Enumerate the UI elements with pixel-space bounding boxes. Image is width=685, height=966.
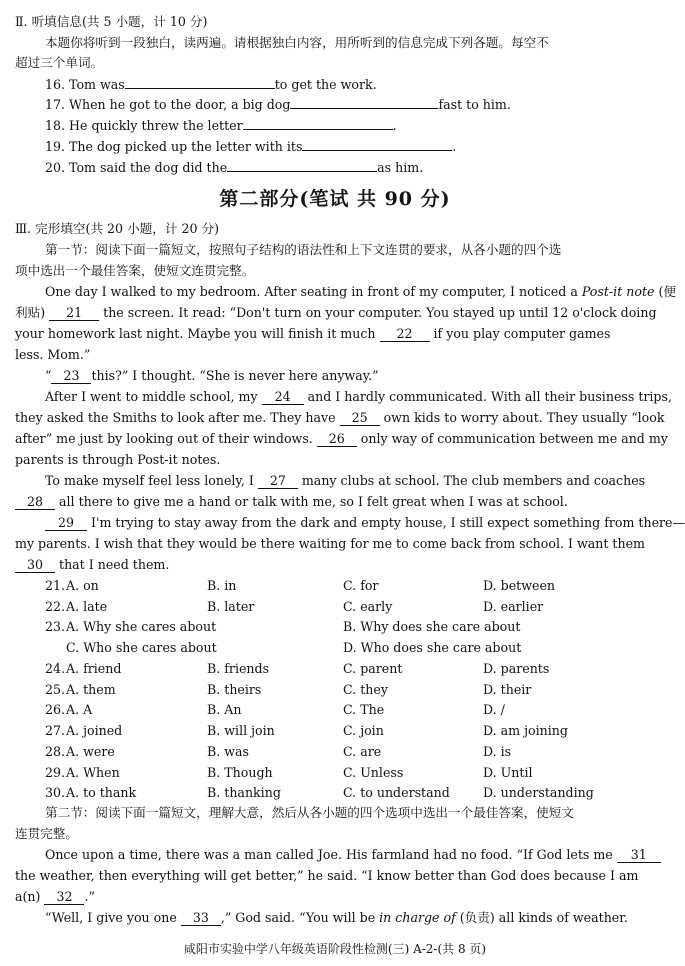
option-a[interactable]: A. friend (66, 661, 122, 676)
cloze-blank-25[interactable]: 25 (340, 410, 380, 426)
question-17-text: 17. When he got to the door, a big dog (45, 97, 291, 112)
passage-line (45, 282, 676, 302)
passage-line (45, 387, 672, 407)
cloze-blank-23[interactable]: 23 (51, 368, 91, 384)
cloze-blank-29[interactable]: 29 (45, 515, 87, 531)
option-b[interactable]: B. in (207, 578, 237, 593)
question-18-text: 18. He quickly threw the letter (45, 118, 243, 133)
option-d[interactable]: D. parents (483, 661, 550, 676)
option-d[interactable]: D. their (483, 682, 532, 697)
option-number: 23. (45, 619, 66, 634)
section-3-part-1-instruction-1: 第一节：阅读下面一篇短文，按照句子结构的语法性和上下文连贯的要求，从各小题的四个选 (45, 242, 562, 257)
passage-line: parents is through Post-it notes. (15, 452, 221, 467)
option-number: 26. (45, 702, 66, 717)
question-18 (45, 116, 397, 136)
passage-text: (便 (654, 284, 676, 299)
question-19-end: . (452, 139, 457, 154)
option-b[interactable]: B. was (207, 744, 250, 759)
section-3-part-2-instruction-1: 第二节：阅读下面一篇短文，理解大意，然后从各小题的四个选项中选出一个最佳答案，使短文 (45, 805, 574, 820)
passage-text: (负责) all kinds of weather. (455, 910, 628, 925)
question-18-end: . (392, 118, 397, 133)
passage-text: the screen. It read: “Don't turn on your computer. You stayed up until 12 o'clock doing (99, 305, 657, 320)
cloze-blank-28[interactable]: 28 (15, 494, 55, 510)
answer-blank-20[interactable] (227, 159, 377, 172)
option-c[interactable]: C. join (343, 723, 384, 738)
option-a[interactable]: A. A (66, 702, 93, 717)
answer-blank-19[interactable] (302, 138, 452, 151)
section-3-heading: Ⅲ. 完形填空(共 20 小题，计 20 分) (15, 221, 219, 236)
option-a[interactable]: A. When (66, 765, 120, 780)
passage-text: Once upon a time, there was a man called Joe. His farmland had no food. “If God lets me (45, 847, 613, 862)
question-19-text: 19. The dog picked up the letter with its (45, 139, 303, 154)
passage-line (15, 408, 664, 428)
option-a[interactable]: A. them (66, 682, 116, 697)
option-number: 21. (45, 578, 66, 593)
passage-text: ,” God said. “You will be (220, 910, 380, 925)
passage-italic: in charge of (379, 910, 456, 925)
passage-line (15, 555, 169, 575)
question-16-end: to get the work. (274, 77, 377, 92)
option-d[interactable]: D. am joining (483, 723, 568, 738)
option-d[interactable]: D. between (483, 578, 556, 593)
option-a[interactable]: A. were (66, 744, 115, 759)
cloze-blank-31[interactable]: 31 (617, 847, 661, 863)
passage-text: that I need them. (55, 557, 170, 572)
answer-blank-18[interactable] (243, 117, 393, 130)
passage-line (45, 513, 685, 533)
passage-text: “ (45, 368, 52, 383)
passage-line (45, 908, 628, 928)
option-b[interactable]: B. Why does she care about (343, 619, 521, 634)
question-19 (45, 137, 456, 157)
section-2-instruction-1: 本题你将听到一段独白，读两遍。请根据独白内容，用所听到的信息完成下列各题。每空不 (45, 35, 549, 50)
option-a[interactable]: A. to thank (66, 785, 137, 800)
option-c[interactable]: C. are (343, 744, 382, 759)
option-number: 25. (45, 682, 66, 697)
option-d[interactable]: D. Until (483, 765, 533, 780)
passage-text: I'm trying to stay away from the dark and empty house, I still expect something from there— (87, 515, 685, 530)
section-3-part-1-instruction-2: 项中选出一个最佳答案，使短文连贯完整。 (15, 263, 255, 278)
cloze-blank-26[interactable]: 26 (317, 431, 357, 447)
passage-text: .” (84, 889, 95, 904)
passage-text: this?” I thought. “She is never here anyway.” (91, 368, 379, 383)
question-17-end: fast to him. (438, 97, 511, 112)
question-16-text: 16. Tom was (45, 77, 125, 92)
question-16 (45, 75, 377, 95)
option-b[interactable]: B. Though (207, 765, 273, 780)
option-d[interactable]: D. earlier (483, 599, 544, 614)
option-d[interactable]: D. is (483, 744, 512, 759)
answer-blank-17[interactable] (290, 96, 438, 109)
option-a[interactable]: A. on (66, 578, 99, 593)
option-c[interactable]: C. early (343, 599, 393, 614)
cloze-blank-27[interactable]: 27 (258, 473, 298, 489)
passage-text: your homework last night. Maybe you will finish it much (15, 326, 376, 341)
option-b[interactable]: B. friends (207, 661, 270, 676)
cloze-blank-21[interactable]: 21 (49, 305, 99, 321)
cloze-blank-32[interactable]: 32 (44, 889, 84, 905)
option-b[interactable]: B. later (207, 599, 255, 614)
passage-line: less. Mom.” (15, 347, 91, 362)
option-b[interactable]: B. An (207, 702, 242, 717)
passage-text: To make myself feel less lonely, I (45, 473, 254, 488)
passage-text: After I went to middle school, my (45, 389, 258, 404)
passage-text: if you play computer games (429, 326, 611, 341)
passage-text: after” me just by looking out of their windows. (15, 431, 313, 446)
option-number: 29. (45, 765, 66, 780)
passage-text: many clubs at school. The club members and coaches (297, 473, 646, 488)
passage-line: the weather, then everything will get better,” he said. “I know better than God does because I am (15, 868, 639, 883)
passage-text: One day I walked to my bedroom. After seating in front of my computer, I noticed a (45, 284, 582, 299)
passage-italic: Post-it note (581, 284, 655, 299)
part-2-title: 第二部分(笔试 共 90 分) (219, 188, 451, 210)
section-2-instruction-2: 超过三个单词。 (15, 55, 104, 70)
passage-line: my parents. I wish that they would be there waiting for me to come back from school. I want them (15, 536, 646, 551)
option-number: 27. (45, 723, 66, 738)
option-c[interactable]: C. parent (343, 661, 403, 676)
option-d[interactable]: D. Who does she care about (343, 640, 522, 655)
option-a[interactable]: A. Why she cares about (66, 619, 217, 634)
question-20-text: 20. Tom said the dog did the (45, 160, 228, 175)
option-b[interactable]: B. theirs (207, 682, 262, 697)
option-number: 24. (45, 661, 66, 676)
cloze-blank-24[interactable]: 24 (262, 389, 304, 405)
passage-line (15, 887, 95, 907)
answer-blank-16[interactable] (125, 76, 275, 89)
passage-text: all there to give me a hand or talk with me, so I felt great when I was at school. (55, 494, 568, 509)
option-b[interactable]: B. will join (207, 723, 275, 738)
passage-text: a(n) (15, 889, 41, 904)
passage-line (45, 366, 379, 386)
section-3-part-2-instruction-2: 连贯完整。 (15, 826, 78, 841)
passage-line (15, 429, 668, 449)
passage-line (15, 303, 657, 323)
option-c[interactable]: C. for (343, 578, 379, 593)
option-c[interactable]: C. to understand (343, 785, 450, 800)
question-20 (45, 158, 423, 178)
option-c[interactable]: C. Unless (343, 765, 404, 780)
option-d[interactable]: D. understanding (483, 785, 594, 800)
passage-text: they asked the Smiths to look after me. They have (15, 410, 336, 425)
option-d[interactable]: D. / (483, 702, 505, 717)
option-c[interactable]: C. Who she cares about (66, 640, 217, 655)
option-c[interactable]: C. they (343, 682, 388, 697)
passage-line (45, 845, 661, 865)
option-number: 30. (45, 785, 66, 800)
option-number: 28. (45, 744, 66, 759)
passage-text: own kids to worry about. They usually “look (379, 410, 665, 425)
passage-line (45, 471, 645, 491)
passage-text: “Well, I give you one (45, 910, 177, 925)
cloze-blank-30[interactable]: 30 (15, 557, 55, 573)
cloze-blank-22[interactable]: 22 (380, 326, 430, 342)
option-b[interactable]: B. thanking (207, 785, 281, 800)
page-footer: 咸阳市实验中学八年级英语阶段性检测(三) A-2-(共 8 页) (183, 942, 487, 956)
passage-line (15, 492, 568, 512)
option-a[interactable]: A. joined (66, 723, 123, 738)
passage-text: only way of communication between me and my (356, 431, 668, 446)
question-20-end: as him. (377, 160, 424, 175)
option-c[interactable]: C. The (343, 702, 385, 717)
passage-line (15, 324, 610, 344)
option-number: 22. (45, 599, 66, 614)
question-17 (45, 95, 511, 115)
cloze-blank-33[interactable]: 33 (181, 910, 221, 926)
passage-text: 利贴) (15, 305, 46, 320)
option-a[interactable]: A. late (66, 599, 108, 614)
section-2-heading: Ⅱ. 听填信息(共 5 小题，计 10 分) (15, 14, 208, 29)
passage-text: and I hardly communicated. With all their business trips, (303, 389, 672, 404)
